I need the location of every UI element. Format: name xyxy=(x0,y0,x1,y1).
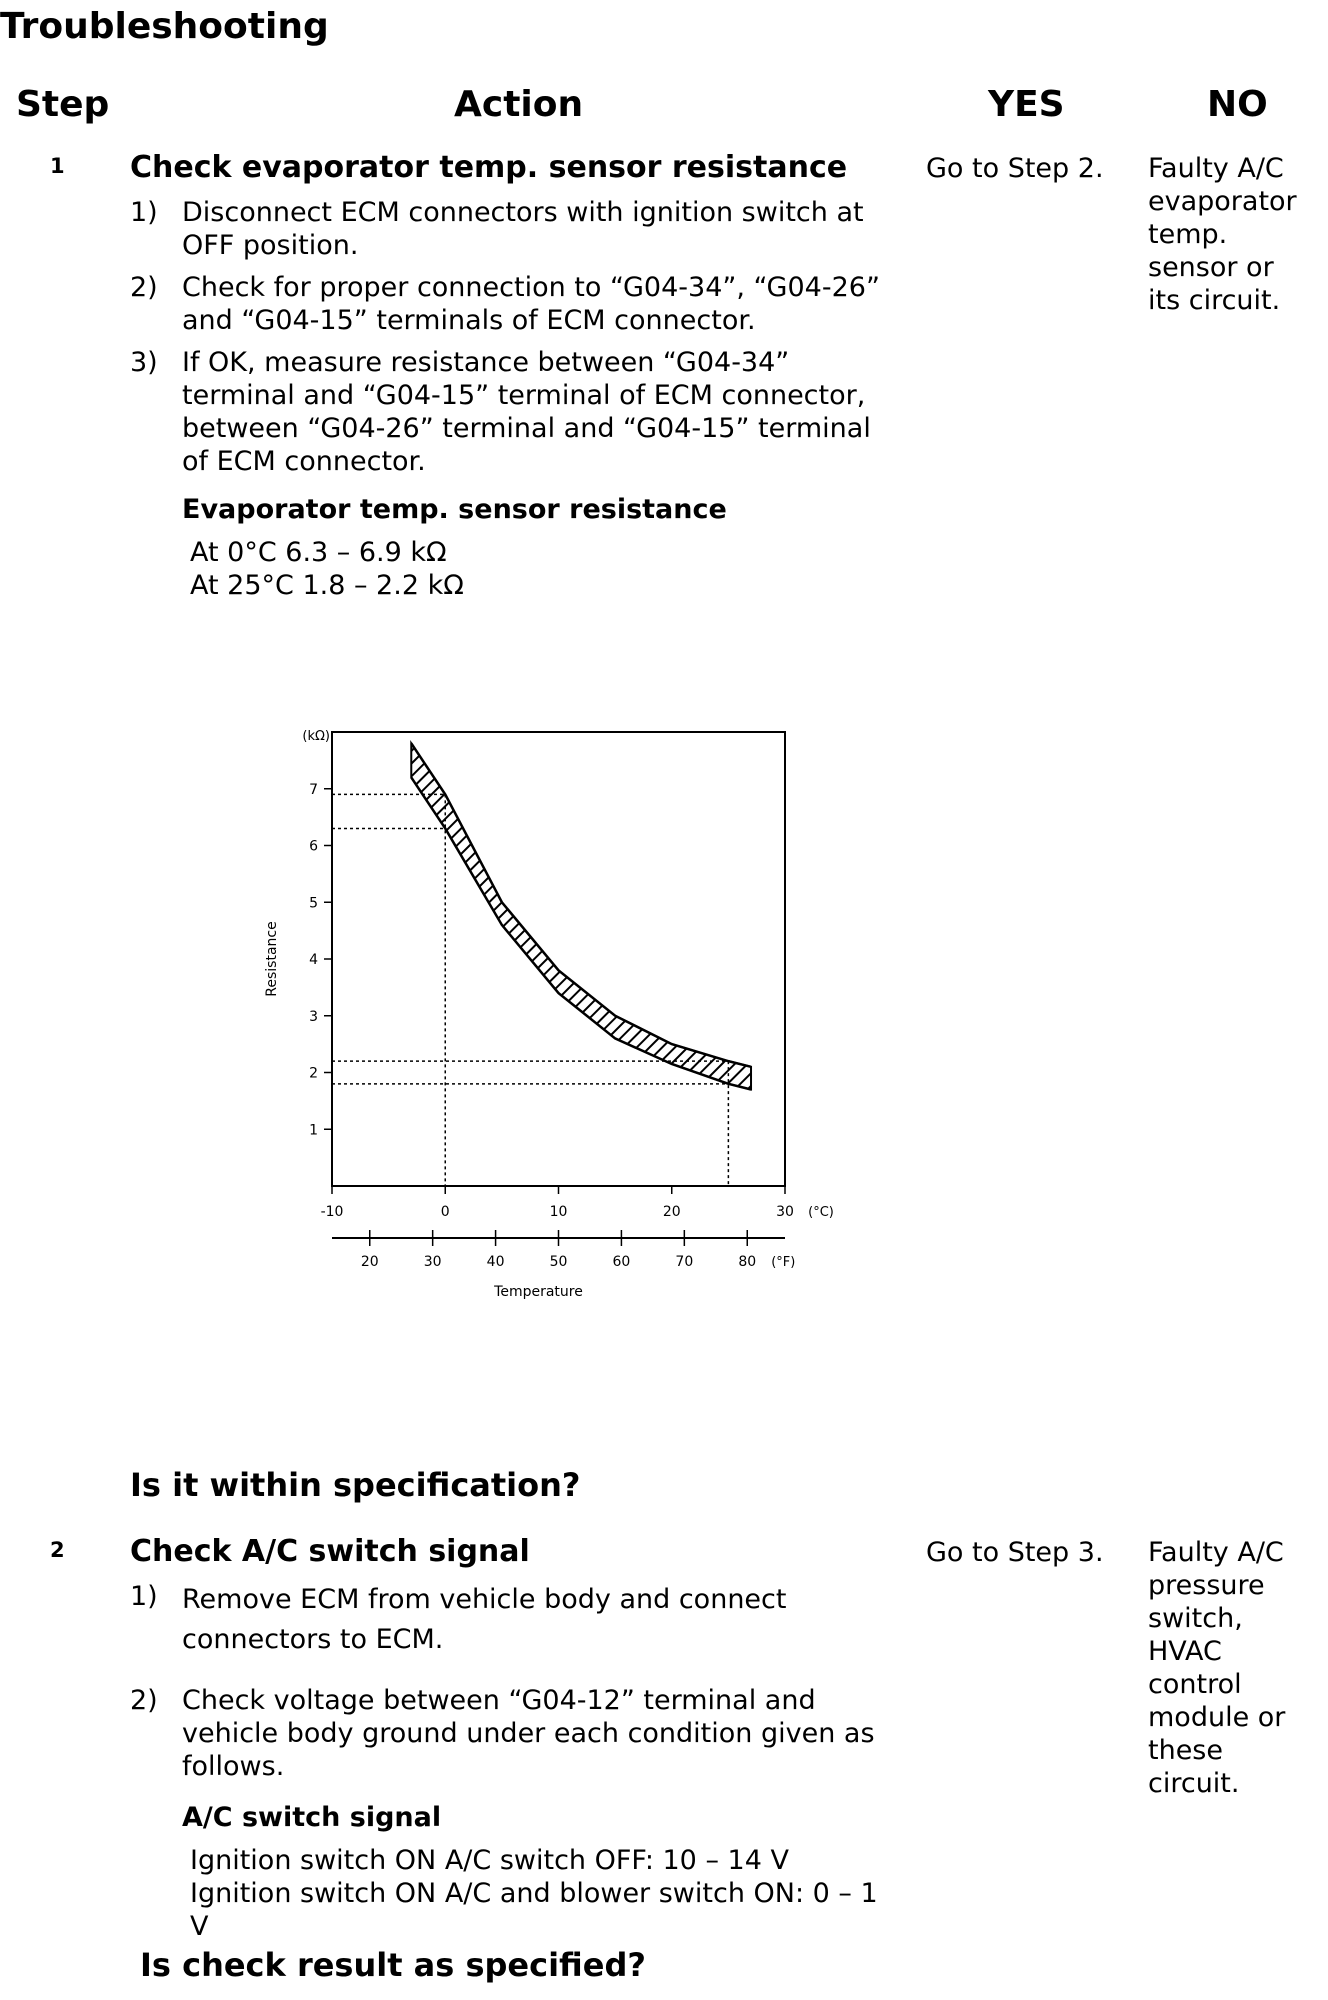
resistance-band xyxy=(411,743,751,1089)
step-2-number: 2 xyxy=(50,1538,65,1562)
step-1-spec-line-1: At 0°C 6.3 – 6.9 kΩ xyxy=(190,537,447,568)
step-2-no: Faulty A/C pressure switch, HVAC control module or these circuit. xyxy=(1148,1537,1286,1799)
step-1-spec-title: Evaporator temp. sensor resistance xyxy=(182,494,727,525)
x-tick-label-c: 30 xyxy=(776,1204,794,1220)
header-step: Step xyxy=(16,84,110,125)
y-unit-label: (kΩ) xyxy=(302,729,330,744)
x-tick-label-c: -10 xyxy=(320,1204,344,1220)
y-axis-title: Resistance xyxy=(264,921,280,997)
step-2-spec-line-1: Ignition switch ON A/C switch OFF: 10 – 14 V xyxy=(190,1845,789,1876)
y-tick-label: 6 xyxy=(309,838,318,855)
y-tick-label: 7 xyxy=(309,781,318,798)
step-2-yes: Go to Step 3. xyxy=(926,1537,1104,1568)
step-1-instructions xyxy=(130,196,890,487)
step-1-spec-line-2: At 25°C 1.8 – 2.2 kΩ xyxy=(190,570,464,601)
page-title: Troubleshooting xyxy=(0,6,329,47)
resistance-chart xyxy=(250,720,834,1310)
x-tick-label-c: 20 xyxy=(662,1204,681,1220)
x-unit-label-f: (°F) xyxy=(771,1255,796,1270)
list-item: 2) Check for proper connection to “G04-34”, “G04-26” and “G04-15” terminals of ECM connector. xyxy=(130,272,880,336)
plot-frame xyxy=(332,732,785,1186)
y-tick-label: 3 xyxy=(309,1008,318,1025)
step-2-instructions xyxy=(130,1580,890,1792)
header-no: NO xyxy=(1207,84,1268,125)
header-action: Action xyxy=(454,84,584,125)
x-axis-title: Temperature xyxy=(494,1284,583,1300)
step-1-number: 1 xyxy=(50,154,65,178)
x-tick-label-c: 0 xyxy=(440,1204,450,1220)
x-tick-label-f: 70 xyxy=(675,1254,694,1270)
step-1-no: Faulty A/C evaporator temp. sensor or its circuit. xyxy=(1148,153,1297,316)
list-item: 1) Disconnect ECM connectors with ignition switch at OFF position. xyxy=(130,197,864,261)
y-tick-label: 4 xyxy=(309,952,318,968)
step-2-title: Check A/C switch signal xyxy=(130,1534,530,1569)
x-unit-label-c: (°C) xyxy=(808,1205,834,1220)
list-item: 1) Remove ECM from vehicle body and connect connectors to ECM. xyxy=(130,1581,787,1655)
series-line-upper xyxy=(411,743,751,1066)
x-tick-label-f: 30 xyxy=(423,1254,442,1270)
step-1-title: Check evaporator temp. sensor resistance xyxy=(130,150,848,185)
step-2-spec-title: A/C switch signal xyxy=(182,1802,442,1833)
y-tick-label: 5 xyxy=(309,895,318,912)
step-2-spec-line-2: Ignition switch ON A/C and blower switch ON: 0 – 1 V xyxy=(190,1878,878,1942)
header-yes: YES xyxy=(988,84,1065,125)
x-tick-label-f: 60 xyxy=(612,1254,631,1270)
step-1-yes: Go to Step 2. xyxy=(926,153,1104,184)
step-2-question: Is check result as specified? xyxy=(140,1946,646,1984)
x-tick-label-f: 50 xyxy=(549,1254,568,1270)
x-tick-label-f: 80 xyxy=(738,1254,757,1270)
x-tick-label-f: 40 xyxy=(486,1254,505,1270)
list-item: 2) Check voltage between “G04-12” terminal and vehicle body ground under each condition given as follows. xyxy=(130,1685,875,1782)
x-tick-label-f: 20 xyxy=(360,1254,379,1270)
step-1-question: Is it within specification? xyxy=(130,1466,581,1504)
y-tick-label: 2 xyxy=(309,1065,318,1082)
y-tick-label: 1 xyxy=(309,1122,318,1139)
x-tick-label-c: 10 xyxy=(549,1204,568,1220)
list-item: 3) If OK, measure resistance between “G04-34” terminal and “G04-15” terminal of ECM connector, between “G04-26” terminal and “G04-15” terminal of ECM connector. xyxy=(130,347,871,477)
